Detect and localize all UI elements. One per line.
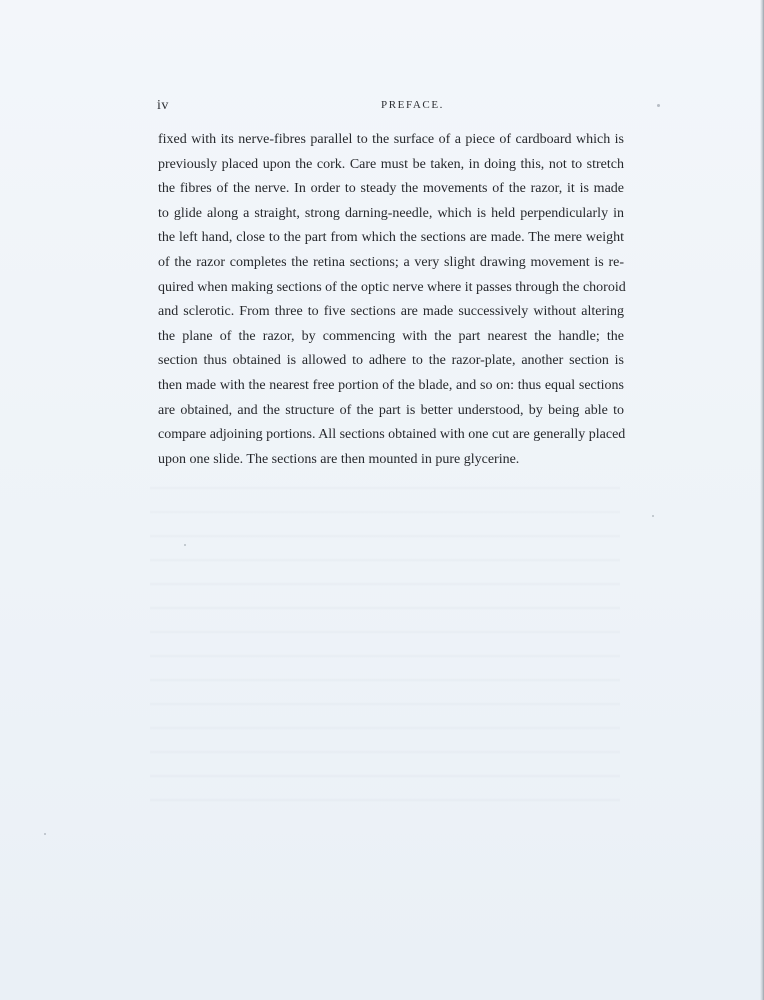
body-paragraph bbox=[158, 128, 624, 472]
text-line: of the razor completes the retina sections; a very slight drawing movement is re- bbox=[158, 254, 624, 270]
page-number: iv bbox=[157, 98, 169, 113]
text-line: upon one slide. The sections are then mounted in pure glycerine. bbox=[158, 451, 520, 467]
text-line: then made with the nearest free portion of the blade, and so on: thus equal sections bbox=[158, 377, 624, 393]
paper-speck bbox=[44, 833, 46, 835]
text-line: previously placed upon the cork. Care must be taken, in doing this, not to stretch bbox=[158, 156, 624, 172]
text-line: the plane of the razor, by commencing with the part nearest the handle; the bbox=[158, 328, 624, 344]
paper-speck bbox=[657, 104, 660, 107]
text-line: to glide along a straight, strong darning-needle, which is held perpendicularly in bbox=[158, 205, 624, 221]
text-line: the left hand, close to the part from which the sections are made. The mere weight bbox=[158, 230, 624, 246]
running-title: PREFACE. bbox=[381, 99, 445, 111]
page-header bbox=[157, 98, 605, 116]
page-edge bbox=[760, 0, 764, 1000]
text-line: section thus obtained is allowed to adhere to the razor-plate, another section is bbox=[158, 353, 624, 369]
text-line: compare adjoining portions. All sections obtained with one cut are generally placed bbox=[158, 427, 626, 443]
paper-speck bbox=[652, 515, 654, 517]
paper-speck bbox=[184, 544, 186, 546]
text-line: and sclerotic. From three to five sections are made successively without altering bbox=[158, 304, 624, 320]
text-line: fixed with its nerve-fibres parallel to the surface of a piece of cardboard which is bbox=[158, 132, 624, 147]
text-line: are obtained, and the structure of the part is better understood, by being able to bbox=[158, 402, 624, 418]
text-line: the fibres of the nerve. In order to steady the movements of the razor, it is made bbox=[158, 181, 624, 197]
text-line: quired when making sections of the optic nerve where it passes through the choroid bbox=[158, 279, 626, 295]
bleed-through-texture bbox=[150, 470, 620, 810]
